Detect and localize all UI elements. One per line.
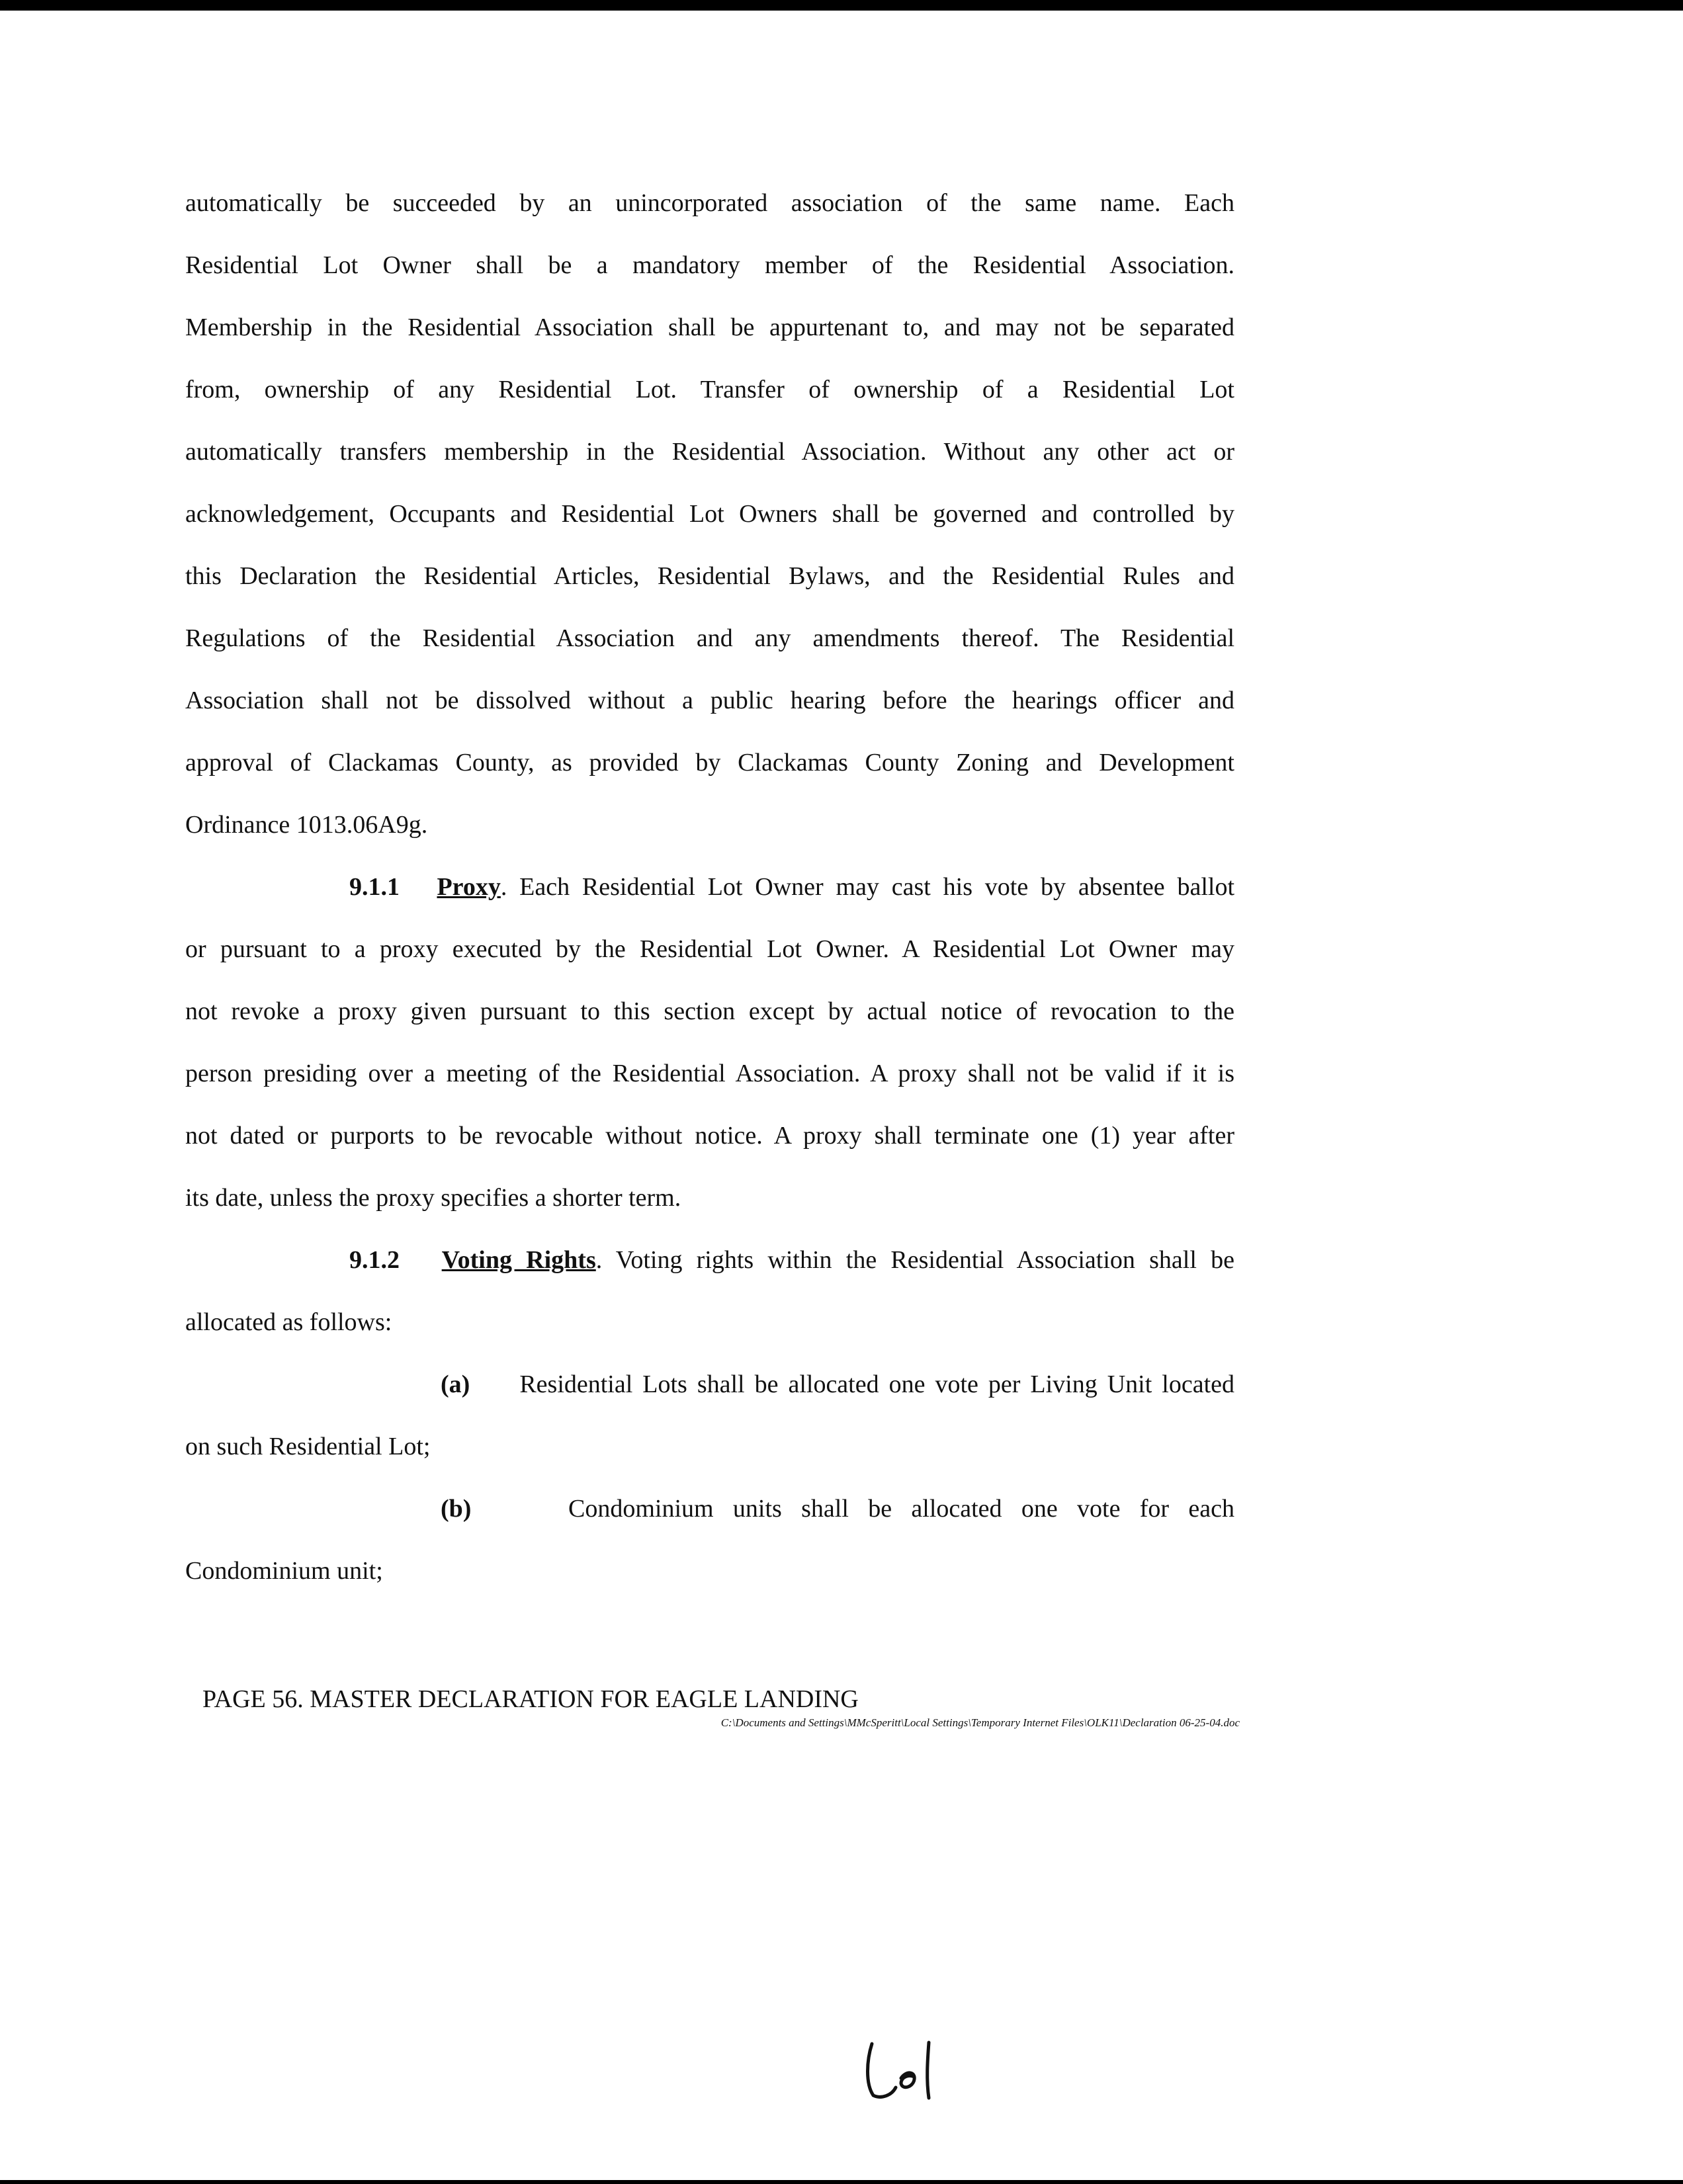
section-9-1-1-proxy [185,856,1234,1229]
paragraph-line: Association shall not be dissolved without a public hearing before the hearings officer and [185,687,1234,714]
paragraph-line: acknowledgement, Occupants and Residential Lot Owners shall be governed and controlled by [185,500,1234,528]
list-item-line [185,1478,1234,1540]
list-item-text: Condominium units shall be allocated one vote for each [568,1495,1234,1523]
page-footer-file-path: C:\Documents and Settings\MMcSperitt\Local Settings\Temporary Internet Files\OLK11\Declaration 06-25-04.doc [720,1716,1240,1729]
list-item-a [185,1353,1234,1478]
page-footer-title: PAGE 56. MASTER DECLARATION FOR EAGLE LANDING [202,1685,859,1713]
paragraph-line: Membership in the Residential Association shall be appurtenant to, and may not be separated [185,314,1234,341]
section-first-line: . Voting rights within the Residential Association shall be [595,1246,1234,1274]
paragraph-line: allocated as follows: [185,1308,392,1336]
paragraph-line: approval of Clackamas County, as provided by Clackamas County Zoning and Development [185,749,1234,777]
scan-bottom-border [0,2180,1683,2184]
list-item-line [185,1353,1234,1415]
scan-top-border [0,0,1683,11]
section-9-1-2-voting-rights [185,1229,1234,1353]
list-item-label: (b) [441,1495,472,1523]
paragraph-line: person presiding over a meeting of the Residential Association. A proxy shall not be valid if it is [185,1060,1234,1087]
paragraph-line: or pursuant to a proxy executed by the Residential Lot Owner. A Residential Lot Owner may [185,935,1234,963]
paragraph-line: this Declaration the Residential Articles, Residential Bylaws, and the Residential Rules and [185,562,1234,590]
section-first-line: . Each Residential Lot Owner may cast his vote by absentee ballot [500,873,1234,901]
paragraph-association-membership [185,172,1234,856]
paragraph-line: automatically be succeeded by an unincorporated association of the same name. Each [185,189,1234,217]
paragraph-line: its date, unless the proxy specifies a shorter term. [185,1184,681,1212]
document-page [185,172,1234,1602]
paragraph-line: Ordinance 1013.06A9g. [185,811,428,839]
paragraph-line: from, ownership of any Residential Lot. Transfer of ownership of a Residential Lot [185,376,1234,403]
section-title: Proxy [437,873,501,901]
paragraph-line: on such Residential Lot; [185,1433,431,1460]
paragraph-line: Condominium unit; [185,1557,383,1585]
handwritten-page-number [860,2037,953,2107]
paragraph-line: not revoke a proxy given pursuant to this section except by actual notice of revocation to the [185,997,1234,1025]
section-heading-line [185,856,1234,918]
paragraph-line: not dated or purports to be revocable without notice. A proxy shall terminate one (1) year after [185,1122,1234,1150]
section-heading-line [185,1229,1234,1291]
paragraph-line: automatically transfers membership in the Residential Association. Without any other act or [185,438,1234,466]
list-item-label: (a) [441,1370,470,1398]
paragraph-line: Regulations of the Residential Association and any amendments thereof. The Residential [185,624,1234,652]
list-item-text: Residential Lots shall be allocated one vote per Living Unit located [519,1370,1234,1398]
section-number: 9.1.1 [349,873,400,901]
paragraph-line: Residential Lot Owner shall be a mandatory member of the Residential Association. [185,251,1234,279]
section-number: 9.1.2 [349,1246,400,1274]
list-item-b [185,1478,1234,1602]
section-title: Voting Rights [441,1246,596,1274]
handwritten-mark-icon [860,2037,953,2103]
